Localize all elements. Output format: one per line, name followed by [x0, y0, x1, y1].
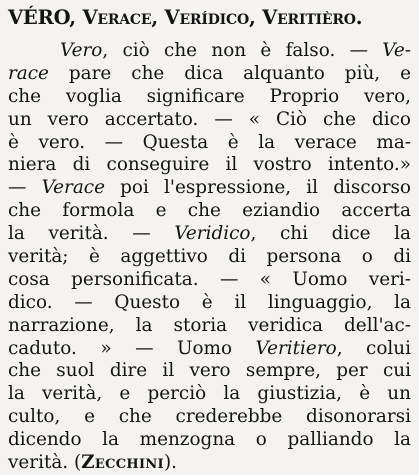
synonym-veridico: Verídico,: [164, 6, 256, 29]
citation-author: Zecchini: [81, 452, 164, 474]
text-line: [8, 246, 411, 269]
text-segment: la verità. —: [8, 223, 175, 245]
entry-text: [8, 40, 411, 475]
text-segment: —: [8, 177, 42, 199]
term-italic: Verace: [41, 177, 105, 199]
text-line: [8, 452, 411, 475]
text-segment: dicendo la menzogna o palliando la: [8, 429, 411, 451]
synonym-veritiero: Veritièro.: [262, 6, 363, 29]
term-italic: Veritiero: [255, 337, 337, 359]
text-line: [8, 269, 411, 292]
term-italic: Vero: [60, 40, 103, 61]
text-segment: pare che dica alquanto più, e: [48, 62, 411, 84]
text-segment: la verità, e perciò la giustizia, è un: [8, 383, 411, 405]
text-line: [8, 200, 411, 223]
text-line: [8, 109, 411, 132]
text-segment: niera di conseguire il vostro intento.»: [8, 154, 411, 176]
text-line: [8, 154, 411, 177]
text-line: [8, 383, 411, 406]
term-italic: race: [8, 62, 49, 84]
text-segment: , chi dice la: [250, 223, 412, 245]
text-line: [8, 429, 411, 452]
text-segment: ).: [163, 452, 177, 474]
text-line: [8, 86, 411, 109]
text-segment: poi l'espressione, il discorso: [104, 177, 411, 199]
text-line: [8, 292, 411, 315]
entry-headword: [8, 5, 411, 31]
text-line: [8, 63, 411, 86]
text-segment: cosa personificata. — « Uomo veri-: [8, 268, 411, 290]
text-segment: che suol dire il vero sempre, per cui: [8, 360, 411, 382]
text-segment: è vero. — Questa è la verace ma-: [8, 131, 411, 153]
text-line: [8, 132, 411, 155]
text-segment: un vero accertato. — « Ciò che dico: [8, 108, 411, 130]
text-segment: verità; è aggettivo di persona o di: [8, 246, 411, 268]
text-segment: che formola e che eziandio accerta: [8, 200, 411, 222]
text-line: [8, 338, 411, 361]
text-segment: , ciò che non è falso. —: [102, 40, 383, 61]
text-segment: , colui: [336, 337, 411, 359]
synonym-verace: Verace,: [82, 6, 158, 29]
text-line: [8, 360, 411, 383]
text-segment: che voglia significare Proprio vero,: [8, 85, 411, 107]
text-segment: caduto. » — Uomo: [8, 337, 256, 359]
text-line: [8, 40, 411, 63]
text-segment: narrazione, la storia veridica dell'ac-: [8, 314, 411, 336]
text-segment: dico. — Questo è il linguaggio, la: [8, 291, 411, 313]
text-line: [8, 406, 411, 429]
text-segment: verità. (: [8, 452, 82, 474]
text-line: [8, 315, 411, 338]
term-italic: Ve-: [382, 40, 411, 61]
headword-title: VÉRO,: [8, 6, 76, 29]
text-line: [8, 177, 411, 200]
term-italic: Veridico: [174, 223, 251, 245]
text-line: [8, 223, 411, 246]
text-segment: culto, e che crederebbe disonorarsi: [8, 406, 411, 428]
